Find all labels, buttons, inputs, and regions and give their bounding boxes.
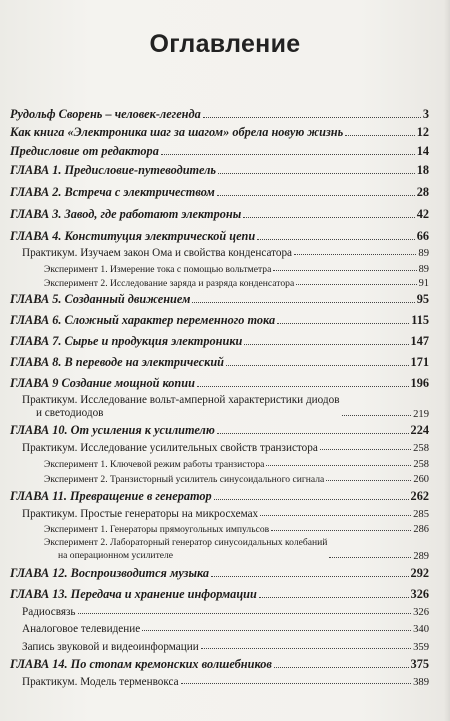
toc-entry-title: Эксперимент 1. Измерение тока с помощью вольтметра [44, 264, 272, 275]
toc-entry-title: ГЛАВА 11. Превращение в генератор [10, 489, 212, 503]
toc-entry-title: Рудольф Сворень – человек-легенда [10, 107, 201, 121]
toc-entry-title: ГЛАВА 10. От усиления к усилителю [10, 423, 215, 437]
toc-entry-title: ГЛАВА 12. Воспроизводится музыка [10, 566, 210, 580]
toc-page-number: 340 [413, 624, 429, 635]
toc-page-number: 95 [416, 292, 429, 306]
toc-entry-title: Эксперимент 2. Исследование заряда и разряда конденсатора [44, 278, 295, 289]
toc-entry-title: ГЛАВА 6. Сложный характер переменного тока [10, 313, 276, 327]
dot-leader [78, 613, 412, 614]
toc-page-number: 258 [413, 459, 429, 470]
toc-chapter-entry[interactable] [0, 104, 450, 122]
toc-page-number: 375 [410, 657, 429, 671]
toc-entry-title: Как книга «Электроника шаг за шагом» обрела новую жизнь [10, 125, 344, 139]
dot-leader [142, 630, 411, 631]
toc-entry-title: ГЛАВА 14. По стопам кремонских волшебников [10, 657, 272, 671]
toc-page-number: 285 [413, 509, 429, 520]
toc-page-number: 289 [413, 551, 429, 562]
toc-entry-title: Практикум. Исследование вольт-амперной характеристики диодов и светодиодов [22, 394, 340, 419]
toc-page-number: 224 [410, 423, 429, 437]
toc-page-number: 262 [410, 489, 429, 503]
toc-entry-title: Эксперимент 1. Генераторы прямоугольных импульсов [44, 524, 270, 535]
toc-subsection-entry[interactable] [0, 467, 450, 485]
dot-leader [161, 154, 415, 155]
dot-leader [197, 386, 409, 387]
toc-chapter-entry[interactable] [0, 310, 450, 328]
dot-leader [226, 365, 409, 366]
page-title: Оглавление [149, 30, 301, 58]
toc-page-number: 171 [410, 355, 429, 369]
toc-entry-title: ГЛАВА 1. Предисловие-путеводитель [10, 163, 217, 177]
toc-entry-title: Практикум. Модель терменвокса [22, 676, 179, 688]
toc-entry-title: Практикум. Изучаем закон Ома и свойства конденсатора [22, 247, 293, 259]
toc-page-number: 18 [416, 163, 429, 177]
toc-section-entry[interactable] [0, 617, 450, 635]
toc-entry-title: ГЛАВА 8. В переводе на электрический [10, 355, 225, 369]
toc-page-number: 3 [422, 107, 429, 121]
dot-leader [218, 173, 415, 174]
toc-page-number: 147 [410, 334, 429, 348]
dot-leader [266, 465, 411, 466]
dot-leader [211, 576, 408, 577]
toc-entry-title: Эксперимент 1. Ключевой режим работы транзистора [44, 459, 265, 470]
toc-page-number: 359 [413, 642, 429, 653]
toc-page-number: 389 [413, 677, 429, 688]
dot-leader [217, 195, 415, 196]
page-edge-shadow [444, 0, 450, 721]
toc-chapter-entry[interactable] [0, 331, 450, 349]
toc-entry-title: ГЛАВА 4. Конституция электрической цепи [10, 229, 256, 243]
dot-leader [243, 217, 414, 218]
toc-page-number: 89 [418, 264, 429, 275]
dot-leader [192, 302, 414, 303]
dot-leader [214, 499, 409, 500]
toc-chapter-entry[interactable] [0, 182, 450, 200]
toc-page-number: 42 [416, 207, 429, 221]
toc-chapter-entry[interactable] [0, 289, 450, 307]
toc-page-number: 326 [413, 607, 429, 618]
toc-entry-title: ГЛАВА 9 Создание мощной копии [10, 376, 195, 390]
toc-section-entry[interactable] [0, 600, 450, 618]
toc-entry-title: Практикум. Исследование усилительных свойств транзистора [22, 442, 318, 454]
dot-leader [329, 557, 411, 558]
toc-chapter-entry[interactable] [0, 160, 450, 178]
dot-leader [260, 515, 411, 516]
toc-entry-title: ГЛАВА 5. Созданный движением [10, 292, 191, 306]
toc-entry-title: Радиосвязь [22, 606, 76, 618]
dot-leader [244, 344, 408, 345]
toc-page-number: 91 [418, 278, 429, 289]
dot-leader [201, 648, 411, 649]
toc-entry-title: ГЛАВА 3. Завод, где работают электроны [10, 207, 242, 221]
toc-chapter-entry[interactable] [0, 352, 450, 370]
toc-entry-title: Практикум. Простые генераторы на микросхемах [22, 508, 259, 520]
toc-chapter-entry[interactable] [0, 563, 450, 581]
toc-entry-title: Аналоговое телевидение [22, 623, 141, 635]
toc-page-number: 196 [410, 376, 429, 390]
toc-section-entry[interactable] [0, 390, 450, 420]
toc-page-number: 28 [416, 185, 429, 199]
toc-section-entry[interactable] [0, 670, 450, 688]
toc-page-number: 66 [416, 229, 429, 243]
toc-section-entry[interactable] [0, 635, 450, 653]
dot-leader [203, 117, 421, 118]
dot-leader [217, 433, 409, 434]
dot-leader [274, 667, 409, 668]
toc-entry-title: Эксперимент 2. Лабораторный генератор синусоидальных колебаний на операционном усилителе [44, 537, 328, 561]
toc-page-number: 292 [410, 566, 429, 580]
dot-leader [320, 449, 411, 450]
toc-entry-title: Предисловие от редактора [10, 144, 159, 158]
dot-leader [277, 323, 409, 324]
toc-subsection-entry[interactable] [0, 271, 450, 289]
toc-subsection-entry[interactable] [0, 532, 450, 562]
toc-page-number: 219 [413, 409, 429, 420]
toc-page-number: 260 [413, 474, 429, 485]
toc-page-number: 286 [413, 524, 429, 535]
toc-page-number: 89 [418, 248, 429, 259]
dot-leader [326, 480, 411, 481]
toc-page-number: 258 [413, 443, 429, 454]
dot-leader [294, 254, 416, 255]
dot-leader [257, 239, 414, 240]
dot-leader [271, 530, 411, 531]
toc-chapter-entry[interactable] [0, 373, 450, 391]
dot-leader [259, 597, 409, 598]
toc-page-number: 14 [416, 144, 429, 158]
toc-page-number: 115 [411, 313, 429, 327]
toc-entry-title: Запись звуковой и видеоинформации [22, 641, 199, 653]
toc-chapter-entry[interactable] [0, 141, 450, 159]
toc-chapter-entry[interactable] [0, 204, 450, 222]
toc-entry-title: ГЛАВА 13. Передача и хранение информации [10, 587, 257, 601]
dot-leader [181, 683, 411, 684]
dot-leader [342, 415, 412, 416]
dot-leader [345, 135, 414, 136]
toc-entry-title: Эксперимент 2. Транзисторный усилитель синусоидального сигнала [44, 474, 325, 485]
toc-entry-title: ГЛАВА 2. Встреча с электричеством [10, 185, 215, 199]
dot-leader [296, 284, 416, 285]
toc-page-number: 326 [410, 587, 429, 601]
toc-entry-title: ГЛАВА 7. Сырье и продукция электроники [10, 334, 243, 348]
toc-chapter-entry[interactable] [0, 122, 450, 140]
toc-page-number: 12 [416, 125, 429, 139]
